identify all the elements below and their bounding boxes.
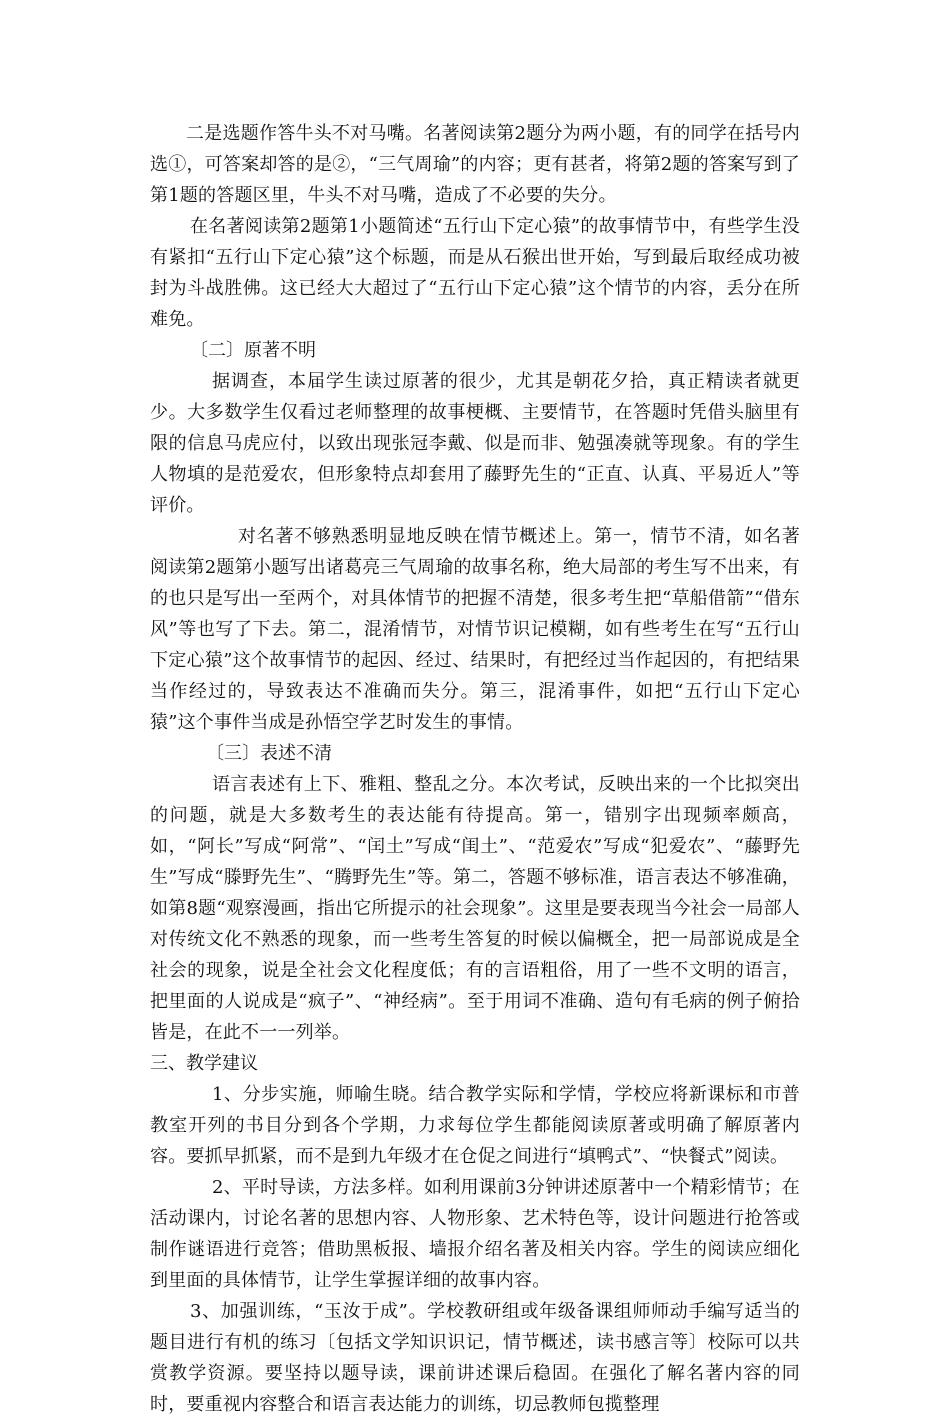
paragraph-survey-reading: 据调查，本届学生读过原著的很少，尤其是朝花夕拾，真正精读者就更少。大多数学生仅看过老师整理的故事梗概、主要情节，在答题时凭借头脑里有限的信息马虎应付，以致出现张冠李戴、似是而非、勉强凑就等现象。有的学生人物填的是范爱农，但形象特点却套用了藤野先生的“正直、认真、平易近人”等评价。: [150, 371, 800, 516]
paragraph-wuxingshan-plot: 在名著阅读第2题第1小题简述“五行山下定心猿”的故事情节中，有些学生没有紧扣“五行山下定心猿”这个标题，而是从石猴出世开始，写到最后取经成功被封为斗战胜佛。这已经大大超过了“五行山下定心猿”这个情节的内容，丢分在所难免。: [150, 216, 800, 330]
section-heading-teaching-suggestions: 三、教学建议: [150, 1053, 258, 1074]
paragraph-language-expression: 语言表述有上下、雅粗、整乱之分。本次考试，反映出来的一个比拟突出的问题，就是大多数考生的表达能有待提高。第一，错别字出现频率颇高，如，“阿长”写成“阿常”、“闰土”写成“闺土”、“范爱农”写成“犯爱农”、“藤野先生”写成“滕野先生”、“腾野先生”等。第二，答题不够标准，语言表达不够准确，如第8题“观察漫画，指出它所提示的社会现象”。这里是要表现当今社会一局部人对传统文化不熟悉的现象，而一些考生答复的时候以偏概全，把一局部说成是全社会的现象，说是全社会文化程度低；有的言语粗俗，用了一些不文明的语言，把里面的人说成是“疯子”、“神经病”。至于用词不准确、造句有毛病的例子俯拾皆是，在此不一一列举。: [150, 774, 800, 1043]
document-body: [150, 118, 800, 1420]
paragraph-suggestion-2: 2、平时导读，方法多样。如利用课前3分钟讲述原著中一个精彩情节；在活动课内，讨论名著的思想内容、人物形象、艺术特色等，设计问题进行抢答或制作谜语进行竞答；借助黑板报、墙报介绍名著及相关内容。学生的阅读应细化到里面的具体情节，让学生掌握详细的故事内容。: [150, 1177, 800, 1291]
paragraph-plot-summary-issues: 对名著不够熟悉明显地反映在情节概述上。第一，情节不清，如名著阅读第2题第小题写出诸葛亮三气周瑜的故事名称，绝大局部的考生写不出来，有的也只是写出一至两个，对具体情节的把握不清楚，很多考生把“草船借箭”“借东风”等也写了下去。第二，混淆情节，对情节识记模糊，如有些考生在写“五行山下定心猿”这个故事情节的起因、经过、结果时，有把经过当作起因的，有把结果当作经过的，导致表达不准确而失分。第三，混淆事件，如把“五行山下定心猿”这个事件当成是孙悟空学艺时发生的事情。: [150, 526, 800, 733]
paragraph-suggestion-1: 1、分步实施，师喻生晓。结合教学实际和学情，学校应将新课标和市普教室开列的书目分到各个学期，力求每位学生都能阅读原著或明确了解原著内容。要抓早抓紧，而不是到九年级才在仓促之间进行“填鸭式”、“快餐式”阅读。: [150, 1084, 800, 1167]
section-heading-expression-unclear: 〔三〕表述不清: [206, 743, 332, 764]
paragraph-off-topic-answers: 二是选题作答牛头不对马嘴。名著阅读第2题分为两小题，有的同学在括号内选①，可答案却答的是②，“三气周瑜”的内容；更有甚者，将第2题的答案写到了第1题的答题区里，牛头不对马嘴，造成了不必要的失分。: [150, 123, 800, 206]
section-heading-original-unclear: 〔二〕原著不明: [190, 340, 316, 361]
paragraph-suggestion-3: 3、加强训练，“玉汝于成”。学校教研组或年级备课组师师动手编写适当的题目进行有机的练习〔包括文学知识识记，情节概述，读书感言等〕校际可以共赏教学资源。要坚持以题导读，课前讲述课后稳固。在强化了解名著内容的同时，要重视内容整合和语言表达能力的训练，切忌教师包揽整理: [150, 1301, 800, 1415]
